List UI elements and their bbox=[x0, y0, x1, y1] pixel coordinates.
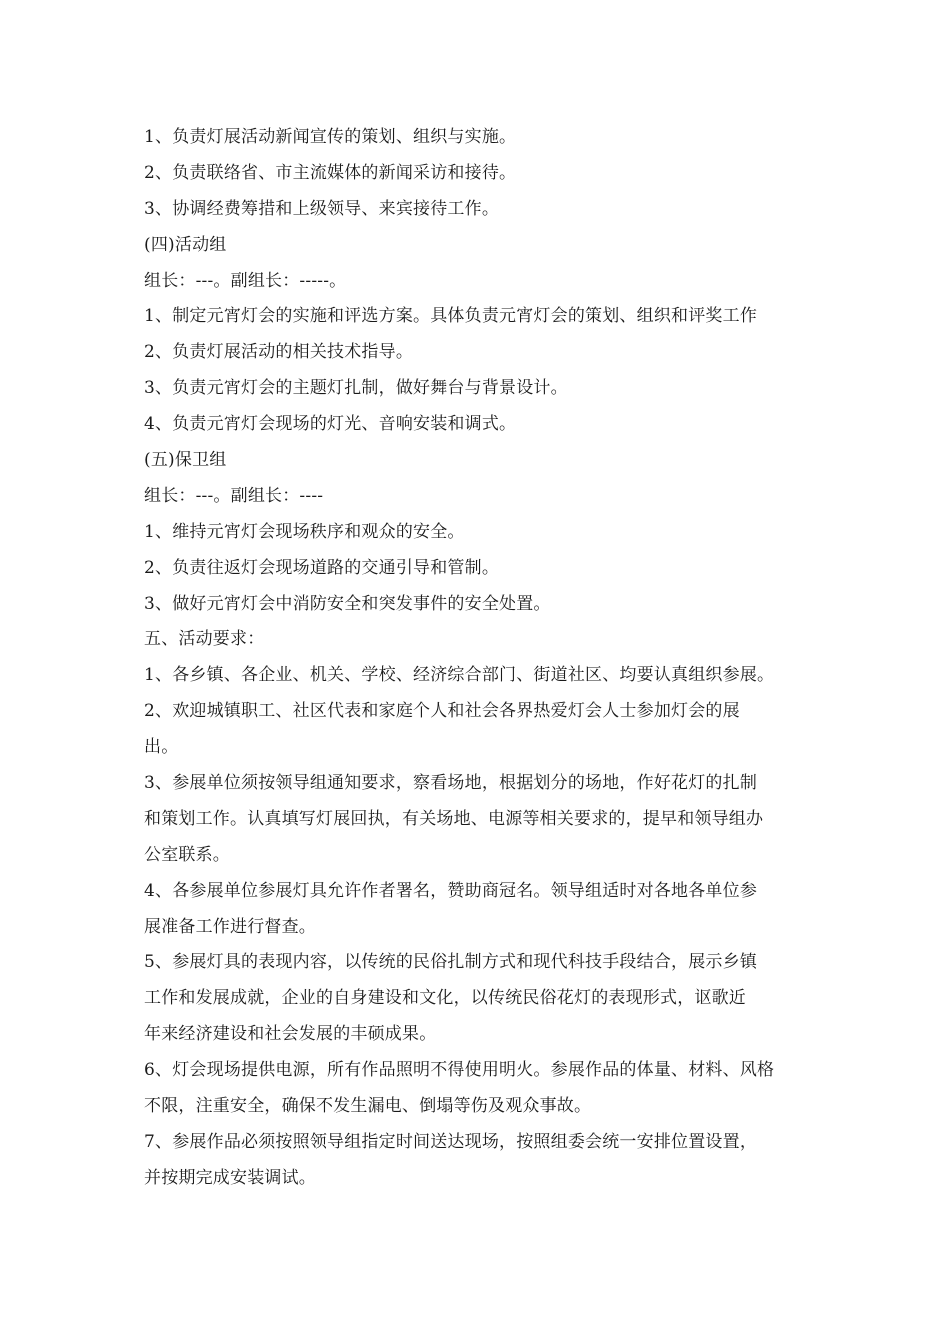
text-line: 不限，注重安全，确保不发生漏电、倒塌等伤及观众事故。 bbox=[144, 1096, 592, 1117]
text-line: 展准备工作进行督查。 bbox=[144, 916, 316, 937]
text-line: 3、参展单位须按领导组通知要求，察看场地，根据划分的场地，作好花灯的扎制 bbox=[144, 773, 758, 794]
text-line: 1、维持元宵灯会现场秩序和观众的安全。 bbox=[144, 521, 465, 542]
section-heading: (五)保卫组 bbox=[144, 450, 227, 471]
text-line: 并按期完成安装调试。 bbox=[144, 1167, 316, 1188]
text-line: 2、负责灯展活动的相关技术指导。 bbox=[144, 342, 414, 363]
text-line: 公室联系。 bbox=[144, 844, 230, 865]
section-heading: 五、活动要求： bbox=[144, 629, 265, 650]
text-line: 工作和发展成就，企业的自身建设和文化，以传统民俗花灯的表现形式，讴歌近 bbox=[144, 988, 746, 1009]
text-line: 2、负责往返灯会现场道路的交通引导和管制。 bbox=[144, 557, 500, 578]
text-line: 4、各参展单位参展灯具允许作者署名，赞助商冠名。领导组适时对各地各单位参 bbox=[144, 880, 758, 901]
text-line: 和策划工作。认真填写灯展回执，有关场地、电源等相关要求的，提早和领导组办 bbox=[144, 808, 764, 829]
text-line: 年来经济建设和社会发展的丰硕成果。 bbox=[144, 1024, 437, 1045]
text-line: 7、参展作品必须按照领导组指定时间送达现场，按照组委会统一安排位置设置， bbox=[144, 1131, 758, 1152]
text-line: 3、做好元宵灯会中消防安全和突发事件的安全处置。 bbox=[144, 593, 551, 614]
text-line: 4、负责元宵灯会现场的灯光、音响安装和调式。 bbox=[144, 414, 517, 435]
text-line: 3、协调经费筹措和上级领导、来宾接待工作。 bbox=[144, 198, 500, 219]
text-line: 3、负责元宵灯会的主题灯扎制，做好舞台与背景设计。 bbox=[144, 378, 568, 399]
text-line: 组长：---。副组长：---- bbox=[144, 485, 324, 506]
text-line: 2、负责联络省、市主流媒体的新闻采访和接待。 bbox=[144, 162, 517, 183]
text-line: 出。 bbox=[144, 737, 179, 758]
section-heading: (四)活动组 bbox=[144, 234, 227, 255]
text-line: 6、灯会现场提供电源，所有作品照明不得使用明火。参展作品的体量、材料、风格 bbox=[144, 1060, 775, 1081]
text-line: 5、参展灯具的表现内容，以传统的民俗扎制方式和现代科技手段结合，展示乡镇 bbox=[144, 952, 758, 973]
text-line: 2、欢迎城镇职工、社区代表和家庭个人和社会各界热爱灯会人士参加灯会的展 bbox=[144, 701, 740, 722]
text-line: 1、负责灯展活动新闻宣传的策划、组织与实施。 bbox=[144, 127, 517, 147]
text-line: 1、各乡镇、各企业、机关、学校、经济综合部门、街道社区、均要认真组织参展。 bbox=[144, 665, 775, 686]
text-line: 1、制定元宵灯会的实施和评选方案。具体负责元宵灯会的策划、组织和评奖工作 bbox=[144, 306, 758, 327]
document-body bbox=[144, 120, 814, 1197]
text-line: 组长：---。副组长：-----。 bbox=[144, 270, 347, 291]
